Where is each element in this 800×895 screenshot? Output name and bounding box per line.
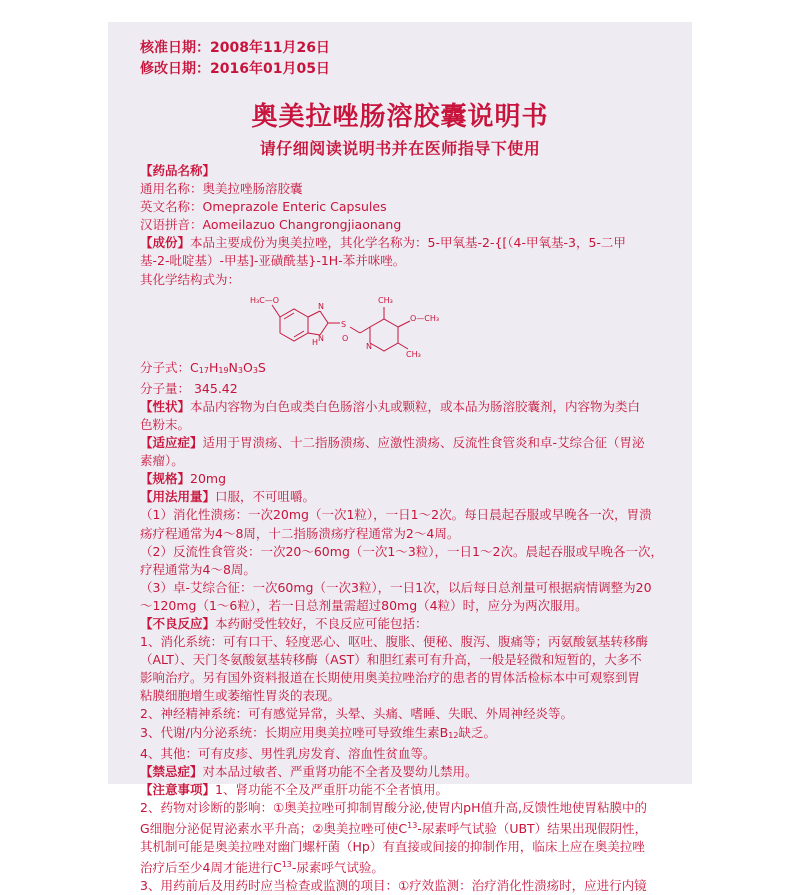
dosage-intro-line	[140, 488, 670, 506]
precautions-text-1: 1、肾功能不全及严重肝功能不全者慎用。	[215, 781, 448, 797]
precautions-line-2: 2、药物对诊断的影响：①奥美拉唑可抑制胃酸分泌,使胃内pH值升高,反馈性地使胃粘膜中的	[140, 799, 647, 815]
dosage-heading: 【用法用量】	[140, 489, 216, 505]
adverse-line-2: （ALT）、天门冬氨酸氨基转移酶（AST）和胆红素可有升高，一般是轻微和短暂的，大多不	[140, 652, 642, 668]
benzene-ring	[280, 309, 308, 341]
chemical-structure	[250, 289, 670, 359]
molecular-weight: 分子量： 345.42	[140, 380, 238, 396]
imidazole-n-bottom: N	[318, 333, 324, 343]
precautions-line-5	[140, 856, 670, 877]
formula-c-count: 17	[198, 365, 209, 375]
dosage-line-4: 疗程通常为4～8周。	[140, 561, 256, 577]
precautions-3-sup: 13	[407, 821, 418, 830]
properties-heading: 【性状】	[140, 398, 191, 414]
formula-n: N	[228, 359, 238, 375]
contraindications-text: 对本品过敏者、严重肾功能不全者及婴幼儿禁用。	[202, 763, 478, 779]
imidazole-n-top: N	[318, 301, 324, 311]
indications-line-1	[140, 434, 670, 452]
leaflet-body	[140, 162, 670, 895]
formula-c: C	[190, 359, 199, 375]
adverse-intro: 本药耐受性较好，不良反应可能包括：	[215, 615, 428, 631]
precautions-line-4: 其机制可能是奥美拉唑对幽门螺杆菌（Hp）有直接或间接的抑制作用，临床上应在奥美拉唑	[140, 839, 645, 855]
composition-heading: 【成份】	[140, 235, 191, 251]
precautions-5-pre: 治疗后至少4周才能进行C	[140, 860, 282, 876]
molecular-formula	[140, 359, 670, 380]
page-subtitle: 请仔细阅读说明书并在医师指导下使用	[259, 139, 541, 158]
properties-text-1: 本品内容物为白色或类白色肠溶小丸或颗粒，或本品为肠溶胶囊剂，内容物为类白	[190, 398, 641, 414]
indications-text-1: 适用于胃溃疡、十二指肠溃疡、应激性溃疡、反流性食管炎和卓-艾综合征（胃泌	[202, 435, 645, 451]
dosage-line-6: ～120mg（1～6粒），若一日总剂量需超过80mg（4粒）时，应分为两次服用。	[140, 597, 588, 613]
specification-heading: 【规格】	[140, 471, 191, 487]
methyl-bottom-label: CH₃	[406, 349, 421, 359]
formula-prefix: 分子式：	[140, 359, 191, 375]
imidazole-h: H	[312, 337, 319, 347]
indications-line-2: 素瘤）。	[140, 453, 184, 469]
formula-n-count: 3	[237, 365, 243, 375]
methoxy-left-label: H₃C—O	[250, 295, 280, 305]
dosage-line-1: （1）消化性溃疡：一次20mg（一次1粒），一日1～2次。每日晨起吞服或早晚各一次，胃溃	[140, 507, 652, 523]
methoxy-right-label: O—CH₃	[410, 313, 440, 323]
precautions-heading: 【注意事项】	[140, 781, 216, 797]
sulfoxide-o-label: O	[342, 333, 349, 343]
contraindications-line	[140, 763, 670, 781]
composition-line-1	[140, 234, 670, 252]
composition-line-2: 基-2-吡啶基）-甲基]-亚磺酰基}-1H-苯并咪唑。	[140, 253, 406, 269]
drug-name-heading: 【药品名称】	[140, 163, 216, 178]
contraindications-heading: 【禁忌症】	[140, 763, 203, 779]
adverse-line-6	[140, 724, 670, 745]
adverse-b12-pre: 3、代谢/内分泌系统：长期应用奥美拉唑可导致维生素B	[140, 724, 449, 740]
pinyin-name: 汉语拼音：Aomeilazuo Changrongjiaonang	[140, 217, 402, 233]
pyridine-n-label: N	[366, 341, 372, 351]
revision-date: 修改日期：2016年01月05日	[140, 61, 330, 77]
methyl-top-label: CH₃	[378, 295, 393, 305]
dosage-line-5: （3）卓-艾综合征：一次60mg（一次3粒），一日1次，以后每日总剂量可根据病情调整为20	[140, 579, 652, 595]
specification-text: 20mg	[190, 471, 227, 487]
precautions-line-6: 3、用药前后及用药时应当检查或监测的项目：①疗效监测：治疗消化性溃疡时，应进行内镜	[140, 878, 647, 894]
sulfur-label: S	[341, 319, 347, 329]
formula-o-count: 3	[252, 365, 258, 375]
adverse-line-1: 1、消化系统：可有口干、轻度恶心、呕吐、腹胀、便秘、腹泻、腹痛等；丙氨酸氨基转移酶	[140, 634, 648, 650]
precautions-line-1	[140, 781, 670, 799]
page-title: 奥美拉唑肠溶胶囊说明书	[251, 102, 549, 132]
indications-heading: 【适应症】	[140, 435, 203, 451]
approval-date: 核准日期：2008年11月26日	[140, 40, 330, 56]
composition-text-1: 本品主要成份为奥美拉唑，其化学名称为：5-甲氧基-2-{[（4-甲氧基-3，5-二甲	[190, 235, 626, 251]
precautions-5-post: -尿素呼气试验。	[291, 860, 384, 876]
dosage-line-3: （2）反流性食管炎：一次20～60mg（一次1～3粒），一日1～2次。晨起吞服或早晚各一次，	[140, 543, 663, 559]
adverse-line-3: 影响治疗。另有国外资料报道在长期使用奥美拉唑治疗的患者的胃体活检标本中可观察到胃	[140, 670, 641, 686]
adverse-intro-line	[140, 615, 670, 633]
precautions-5-sup: 13	[281, 860, 292, 870]
formula-h: H	[208, 359, 219, 375]
english-name: 英文名称：Omeprazole Enteric Capsules	[140, 199, 387, 215]
formula-s: S	[257, 359, 266, 375]
precautions-3-post: -尿素呼气试验（UBT）结果出现假阴性，	[417, 821, 648, 836]
pyridine-ring	[370, 319, 398, 351]
precautions-line-3	[140, 817, 670, 838]
adverse-heading: 【不良反应】	[140, 615, 216, 631]
specification-line	[140, 470, 670, 488]
date-block	[140, 38, 330, 80]
properties-line-1	[140, 398, 670, 416]
formula-o: O	[242, 359, 253, 375]
leaflet-sheet	[108, 22, 692, 894]
structure-label: 其化学结构式为：	[140, 271, 241, 287]
properties-line-2: 色粉末。	[140, 416, 191, 432]
adverse-line-5: 2、神经精神系统：可有感觉异常，头晕、头痛、嗜睡、失眠、外周神经炎等。	[140, 706, 573, 722]
dosage-intro: 口服，不可咀嚼。	[215, 489, 316, 505]
adverse-b12-sub: 12	[448, 730, 459, 740]
adverse-b12-post: 缺乏。	[458, 724, 496, 740]
generic-name: 通用名称：奥美拉唑肠溶胶囊	[140, 181, 303, 197]
omeprazole-structure-diagram	[250, 289, 470, 359]
precautions-3-pre: G细胞分泌促胃泌素水平升高；②奥美拉唑可使C	[140, 821, 408, 836]
adverse-line-4: 粘膜细胞增生或萎缩性胃炎的表现。	[140, 688, 341, 704]
dosage-line-2: 疡疗程通常为4～8周，十二指肠溃疡疗程通常为2～4周。	[140, 525, 460, 541]
adverse-line-7: 4、其他：可有皮疹、男性乳房发育、溶血性贫血等。	[140, 745, 436, 761]
formula-h-count: 19	[218, 365, 229, 375]
